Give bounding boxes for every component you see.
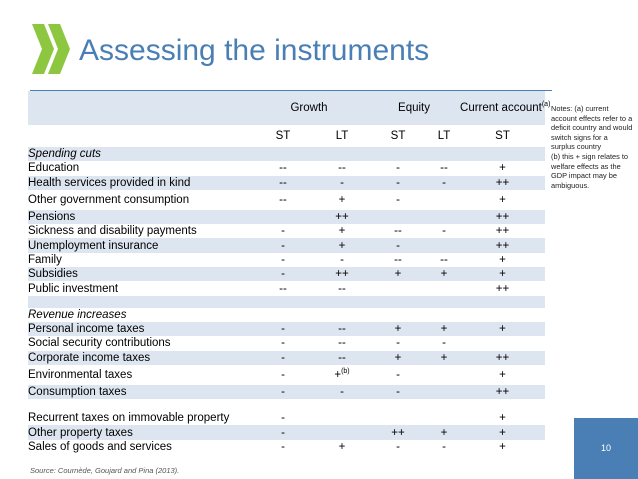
table-row [28,253,545,267]
cell-equity-st: - [396,162,400,175]
row-label: Pensions [28,210,250,224]
instruments-table [28,91,551,454]
table-row [28,190,545,210]
cell-equity-lt: + [428,425,460,439]
cell-equity-lt: -- [440,253,448,266]
oecd-logo-icon [30,20,78,78]
cell-growth-lt [316,425,368,439]
current-account-note: (a) [541,101,551,109]
table-row [28,176,545,190]
cell-growth-st: - [250,385,316,399]
row-label: Unemployment insurance [28,238,250,252]
cell-growth-st: - [281,337,285,350]
row-label: Subsidies [28,267,250,281]
row-label: Public investment [28,282,119,295]
header-growth: Growth [250,91,368,125]
row-label: Corporate income taxes [28,351,250,365]
header-growth-lt: LT [335,130,349,142]
cell-equity-st: - [368,176,428,190]
cell-growth-lt: + [338,225,346,238]
cell-equity-st: + [368,322,428,336]
cell-growth-lt: + [338,193,346,206]
row-label: Health services provided in kind [28,176,250,190]
table-row [28,322,545,336]
table-row [28,336,545,350]
cell-equity-lt: - [442,440,446,453]
cell-growth-lt: -- [316,322,368,336]
cell-growth-st: -- [279,162,287,175]
cell-growth-lt: ++ [316,267,368,281]
row-label: Consumption taxes [28,385,250,399]
cell-current-account: + [460,267,545,281]
cell-current-account: ++ [460,210,545,224]
cell-growth-lt: +$^{(b)}$ [334,368,350,381]
header-current-st: ST [495,130,510,142]
cell-growth-lt: -- [338,282,346,295]
cell-growth-lt: - [316,176,368,190]
table-row [28,238,545,252]
table-row [28,365,545,385]
table-row [28,440,545,454]
cell-equity-st: - [396,440,400,453]
table-row [28,161,545,175]
row-label: Other government consumption [28,193,190,206]
cell-equity-st: - [396,193,400,206]
cell-growth-st: - [281,412,285,425]
cell-equity-st [368,281,428,295]
cell-current-account: + [499,253,506,266]
header-equity-st: ST [390,130,406,142]
cell-growth-lt: ++ [316,210,368,224]
section-revenue-increases: Revenue increases [28,308,127,321]
cell-current-account: + [499,412,506,425]
cell-equity-lt: -- [440,162,448,175]
cell-current-account: + [460,425,545,439]
cell-equity-st: - [396,368,400,381]
cell-current-account: + [499,162,506,175]
row-label: Sales of goods and services [28,440,172,453]
cell-growth-lt: - [316,385,368,399]
cell-equity-lt [428,411,460,425]
table-row [28,210,545,224]
cell-growth-st: - [250,425,316,439]
cell-equity-lt: + [428,322,460,336]
cell-equity-lt [428,190,460,210]
cell-current-account: + [499,440,506,453]
page-title: Assessing the instruments [79,34,430,67]
header-growth-st: ST [275,130,291,142]
header-equity-lt: LT [437,130,451,142]
cell-current-account: + [499,368,506,381]
cell-equity-st: -- [394,253,402,266]
cell-equity-st: + [368,267,428,281]
cell-equity-lt: - [442,225,446,238]
cell-current-account: ++ [460,351,545,365]
cell-growth-st: - [250,351,316,365]
cell-current-account: + [460,322,545,336]
row-label: Recurrent taxes on immovable property [28,412,230,425]
table-row [28,351,545,365]
environmental-note: (b) [341,368,350,376]
cell-equity-lt: - [428,176,460,190]
cell-growth-st: -- [279,282,287,295]
cell-growth-st: - [281,368,285,381]
cell-growth-st: - [281,440,285,453]
cell-growth-lt: + [316,238,368,252]
cell-equity-st: ++ [368,425,428,439]
cell-growth-lt: - [340,253,344,266]
cell-growth-lt: -- [316,351,368,365]
cell-growth-lt: + [338,440,346,453]
cell-equity-st: - [396,337,400,350]
cell-growth-st: - [250,267,316,281]
cell-current-account: + [499,193,506,206]
cell-growth-lt: -- [338,162,346,175]
cell-equity-st [368,210,428,224]
table-row [28,385,545,399]
table-row [28,425,545,439]
cell-equity-st: - [368,238,428,252]
cell-growth-lt [316,411,368,425]
header-equity: Equity [368,91,460,125]
row-label: Other property taxes [28,425,250,439]
cell-growth-st: -- [279,193,287,206]
section-row-spending [28,147,545,161]
header-current-account: Current account$^{(a)}$ [460,91,545,125]
cell-growth-lt: -- [338,337,346,350]
cell-growth-st: -- [250,176,316,190]
table-row [28,411,545,425]
table-row [28,281,545,295]
cell-equity-lt: - [442,337,446,350]
cell-growth-st: - [281,225,285,238]
table-row [28,267,545,281]
row-label: Social security contributions [28,337,171,350]
cell-growth-st: - [250,322,316,336]
spacer-row [28,296,545,308]
cell-growth-st [250,210,316,224]
row-label: Education [28,162,80,175]
header-row-horizons [28,125,545,147]
cell-equity-st: - [368,385,428,399]
header-row-groups [28,91,545,125]
row-label: Personal income taxes [28,322,250,336]
row-label: Environmental taxes [28,368,133,381]
cell-equity-st: -- [394,225,402,238]
page-number: 10 [574,418,638,479]
cell-equity-lt [428,365,460,385]
section-row-revenue [28,308,545,322]
cell-equity-lt: + [428,351,460,365]
notes-text: Notes: (a) current account effects refer to a deficit country and would switch signs for a surplus country (b) this + sign relates to welfare effects as the GDP impact may be ambiguous. [551,104,633,190]
cell-equity-lt [428,281,460,295]
cell-growth-st: - [281,253,285,266]
cell-equity-lt [428,385,460,399]
section-spending-cuts: Spending cuts [28,147,250,161]
row-label: Family [28,253,62,266]
cell-current-account [460,336,545,350]
cell-growth-st: - [250,238,316,252]
cell-equity-lt [428,238,460,252]
cell-current-account: ++ [495,282,510,295]
cell-current-account: ++ [460,238,545,252]
cell-current-account: ++ [460,385,545,399]
cell-current-account: ++ [460,176,545,190]
cell-equity-st: + [368,351,428,365]
cell-equity-st [368,411,428,425]
cell-current-account: ++ [495,225,510,238]
cell-equity-lt [428,210,460,224]
table-row [28,224,545,238]
source-citation: Source: Cournède, Goujard and Pina (2013). [30,466,180,475]
cell-equity-lt: + [428,267,460,281]
spacer-row [28,399,545,411]
row-label: Sickness and disability payments [28,225,197,238]
